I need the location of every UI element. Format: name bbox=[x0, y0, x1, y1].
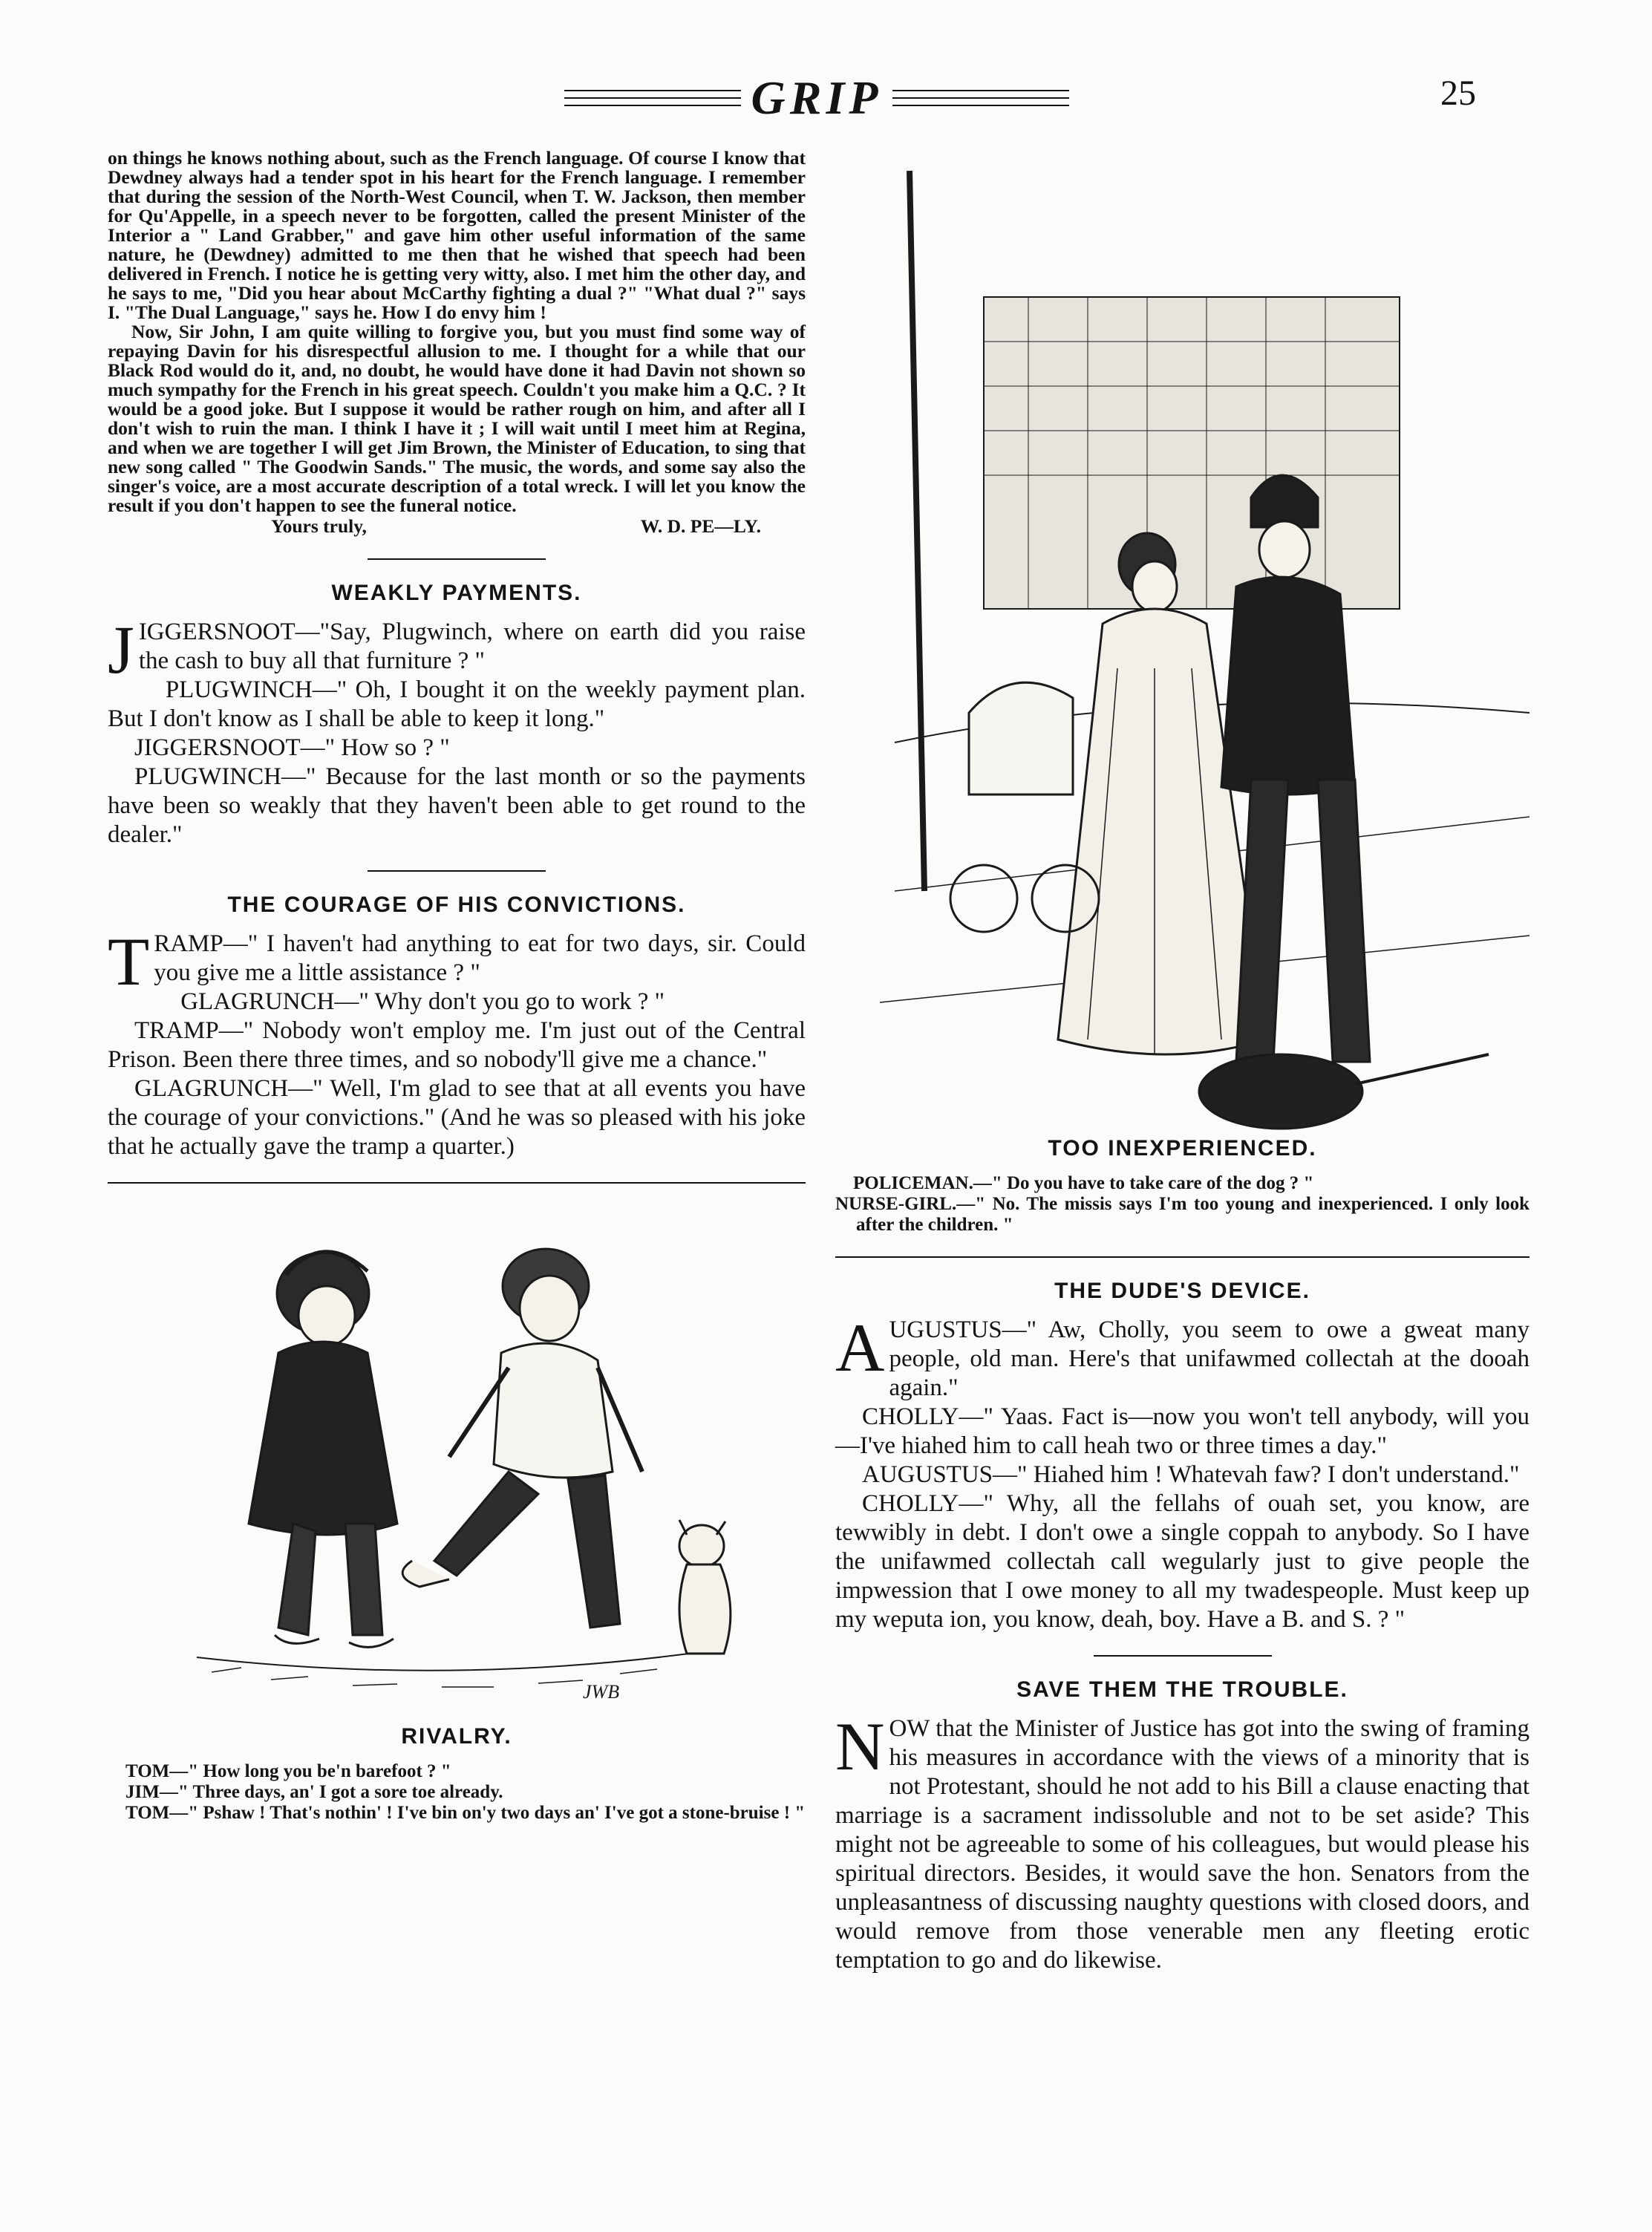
masthead bbox=[564, 68, 1069, 128]
inexperienced-heading: TOO INEXPERIENCED. bbox=[1048, 1136, 1317, 1161]
inexperienced-line-1: POLICEMAN.—" Do you have to take care of the dog ? " bbox=[853, 1173, 1314, 1193]
separator bbox=[368, 870, 546, 872]
artist-mark: JWB bbox=[583, 1681, 620, 1703]
weakly-payments-line-4: PLUGWINCH—" Because for the last month or so the payments have been so weakly that they haven't been able to get round to the dealer." bbox=[108, 763, 806, 848]
weakly-payments-article bbox=[108, 581, 806, 849]
courage-line-1: TRAMP—" I haven't had anything to eat for two days, sir. Could you give me a little assistance ? " bbox=[108, 924, 806, 999]
dude-line-1: AUGUSTUS—" Aw, Cholly, you seem to owe a gweat many people, old man. Here's that unifawmed collectah at the dooah again." bbox=[835, 1310, 1529, 1401]
inexperienced-caption bbox=[835, 1136, 1529, 1236]
weakly-payments-heading: WEAKLY PAYMENTS. bbox=[331, 581, 582, 605]
page-number: 25 bbox=[1440, 74, 1476, 113]
trouble-heading: SAVE THEM THE TROUBLE. bbox=[1016, 1677, 1348, 1702]
courage-line-3: TRAMP—" Nobody won't employ me. I'm just out of the Central Prison. Been there three times, and so nobody'll give me a chance." bbox=[108, 1017, 806, 1073]
separator bbox=[1094, 1655, 1272, 1657]
courage-line-4: GLAGRUNCH—" Well, I'm glad to see that at all events you have the courage of your convictions." (And he was so pleased with his joke that he actually gave the tramp a quarter.) bbox=[108, 1075, 806, 1160]
dude-line-4: CHOLLY—" Why, all the fellahs of ouah set, you know, are tewwibly in debt. I don't owe a single coppah to anybody. So I have the unifawmed collectah call wegularly just to give people the impwession that I owe money to all my twadespeople. Must keep up my weputa ion, you know, deah, boy. Have a B. and S. ? " bbox=[835, 1490, 1529, 1633]
courage-line-2: GLAGRUNCH—" Why don't you go to work ? " bbox=[180, 988, 665, 1015]
letter-signoff bbox=[108, 515, 806, 538]
dude-line-3: AUGUSTUS—" Hiahed him ! Whatevah faw? I don't understand." bbox=[862, 1461, 1520, 1488]
dude-article bbox=[835, 1279, 1529, 1634]
courage-article bbox=[108, 893, 806, 1161]
masthead-rule-right bbox=[892, 90, 1069, 106]
dropcap: N bbox=[835, 1709, 885, 1784]
letter-closing: Yours truly, bbox=[271, 515, 367, 537]
rivalry-illustration bbox=[108, 1204, 806, 1724]
rivalry-line-3: TOM—" Pshaw ! That's nothin' ! I've bin on'y two days an' I've got a stone-bruise ! " bbox=[125, 1803, 806, 1823]
dog-figure bbox=[679, 1520, 731, 1654]
boy-right-figure bbox=[402, 1249, 642, 1628]
right-column bbox=[835, 149, 1529, 1975]
boy-left-figure bbox=[249, 1252, 397, 1648]
letter-paragraph-1: on things he knows nothing about, such as the French language. Of course I know that Dewdney always had a tender spot in his heart for the French language. I remember that during the session of the North-West Council, when T. W. Jackson, then member for Qu'Appelle, in a speech never to be forgotten, called the present Minister of the Interior a " Land Grabber," and gave him other useful information of the same nature, he (Dewdney) admitted to me then that he wished that speech had been delivered in French. I notice he is getting very witty, also. I met him the other day, and he says to me, "Did you hear about McCarthy fighting a dual ?" "What dual ?" says I. "The Dual Language," says he. How I do envy him ! bbox=[108, 147, 806, 323]
rivalry-line-1: TOM—" How long you be'n barefoot ? " bbox=[125, 1761, 451, 1781]
dog-figure bbox=[1199, 1054, 1489, 1129]
dude-line-2: CHOLLY—" Yaas. Fact is—now you won't tell anybody, will you—I've hiahed him to call heah two or three times a day." bbox=[835, 1403, 1529, 1459]
masthead-rule-left bbox=[564, 90, 741, 106]
policeman-nurse-illustration bbox=[835, 149, 1529, 1136]
weakly-payments-line-1: JIGGERSNOOT—"Say, Plugwinch, where on earth did you raise the cash to buy all that furniture ? " bbox=[108, 612, 806, 688]
weakly-payments-line-3: JIGGERSNOOT—" How so ? " bbox=[134, 734, 450, 761]
separator bbox=[108, 1182, 806, 1184]
dude-heading: THE DUDE'S DEVICE. bbox=[1054, 1279, 1310, 1303]
left-column bbox=[108, 149, 806, 1824]
trouble-paragraph: NOW that the Minister of Justice has got into the swing of framing his measures in accordance with the views of a minority that is not Protestant, should he not add to his Bill a clause enacting that marriage is a sacrament indissoluble and not to be set aside? This might not be agreeable to some of his colleagues, but would please his spiritual directors. Besides, it would save the hon. Senators from the unpleasantness of discussing naughty questions with closed doors, and would remove from those venerable men any fleeting erotic temptation to go and do likewise. bbox=[835, 1709, 1529, 1974]
trouble-article bbox=[835, 1677, 1529, 1975]
dropcap: A bbox=[835, 1310, 885, 1386]
rivalry-line-2: JIM—" Three days, an' I got a sore toe already. bbox=[125, 1782, 503, 1802]
dropcap: T bbox=[108, 924, 150, 999]
letter-paragraph-2: Now, Sir John, I am quite willing to forgive you, but you must find some way of repaying Davin for his disrespectful allusion to me. I thought for a while that our Black Rod would do it, and, no doubt, he would have done it had Davin not shown so much sympathy for the French in his great speech. Couldn't you make him a Q.C. ? It would be a good joke. But I suppose it would be rather rough on him, and after all I don't wish to ruin the man. I think I have it ; I will wait until I meet him at Regina, and when we are together I will get Jim Brown, the Minister of Education, to sing that new song called " The Goodwin Sands." The music, the words, and some say also the singer's voice, are a most accurate description of a total wreck. I will let you know the result if you don't happen to see the funeral notice. bbox=[108, 321, 806, 516]
rivalry-heading: RIVALRY. bbox=[401, 1724, 512, 1749]
dropcap: J bbox=[108, 612, 134, 688]
rivalry-caption bbox=[108, 1724, 806, 1824]
letter-signature: W. D. PE—LY. bbox=[640, 515, 761, 537]
letter-continuation bbox=[108, 149, 806, 538]
separator bbox=[368, 558, 546, 560]
weakly-payments-line-2: PLUGWINCH—" Oh, I bought it on the weekly payment plan. But I don't know as I shall be able to keep it long." bbox=[108, 676, 806, 732]
separator bbox=[835, 1256, 1529, 1258]
courage-heading: THE COURAGE OF HIS CONVICTIONS. bbox=[227, 893, 686, 917]
masthead-title: GRIP bbox=[751, 71, 883, 124]
inexperienced-line-2: NURSE-GIRL.—" No. The missis says I'm too young and inexperienced. I only look after the children. " bbox=[835, 1194, 1529, 1235]
